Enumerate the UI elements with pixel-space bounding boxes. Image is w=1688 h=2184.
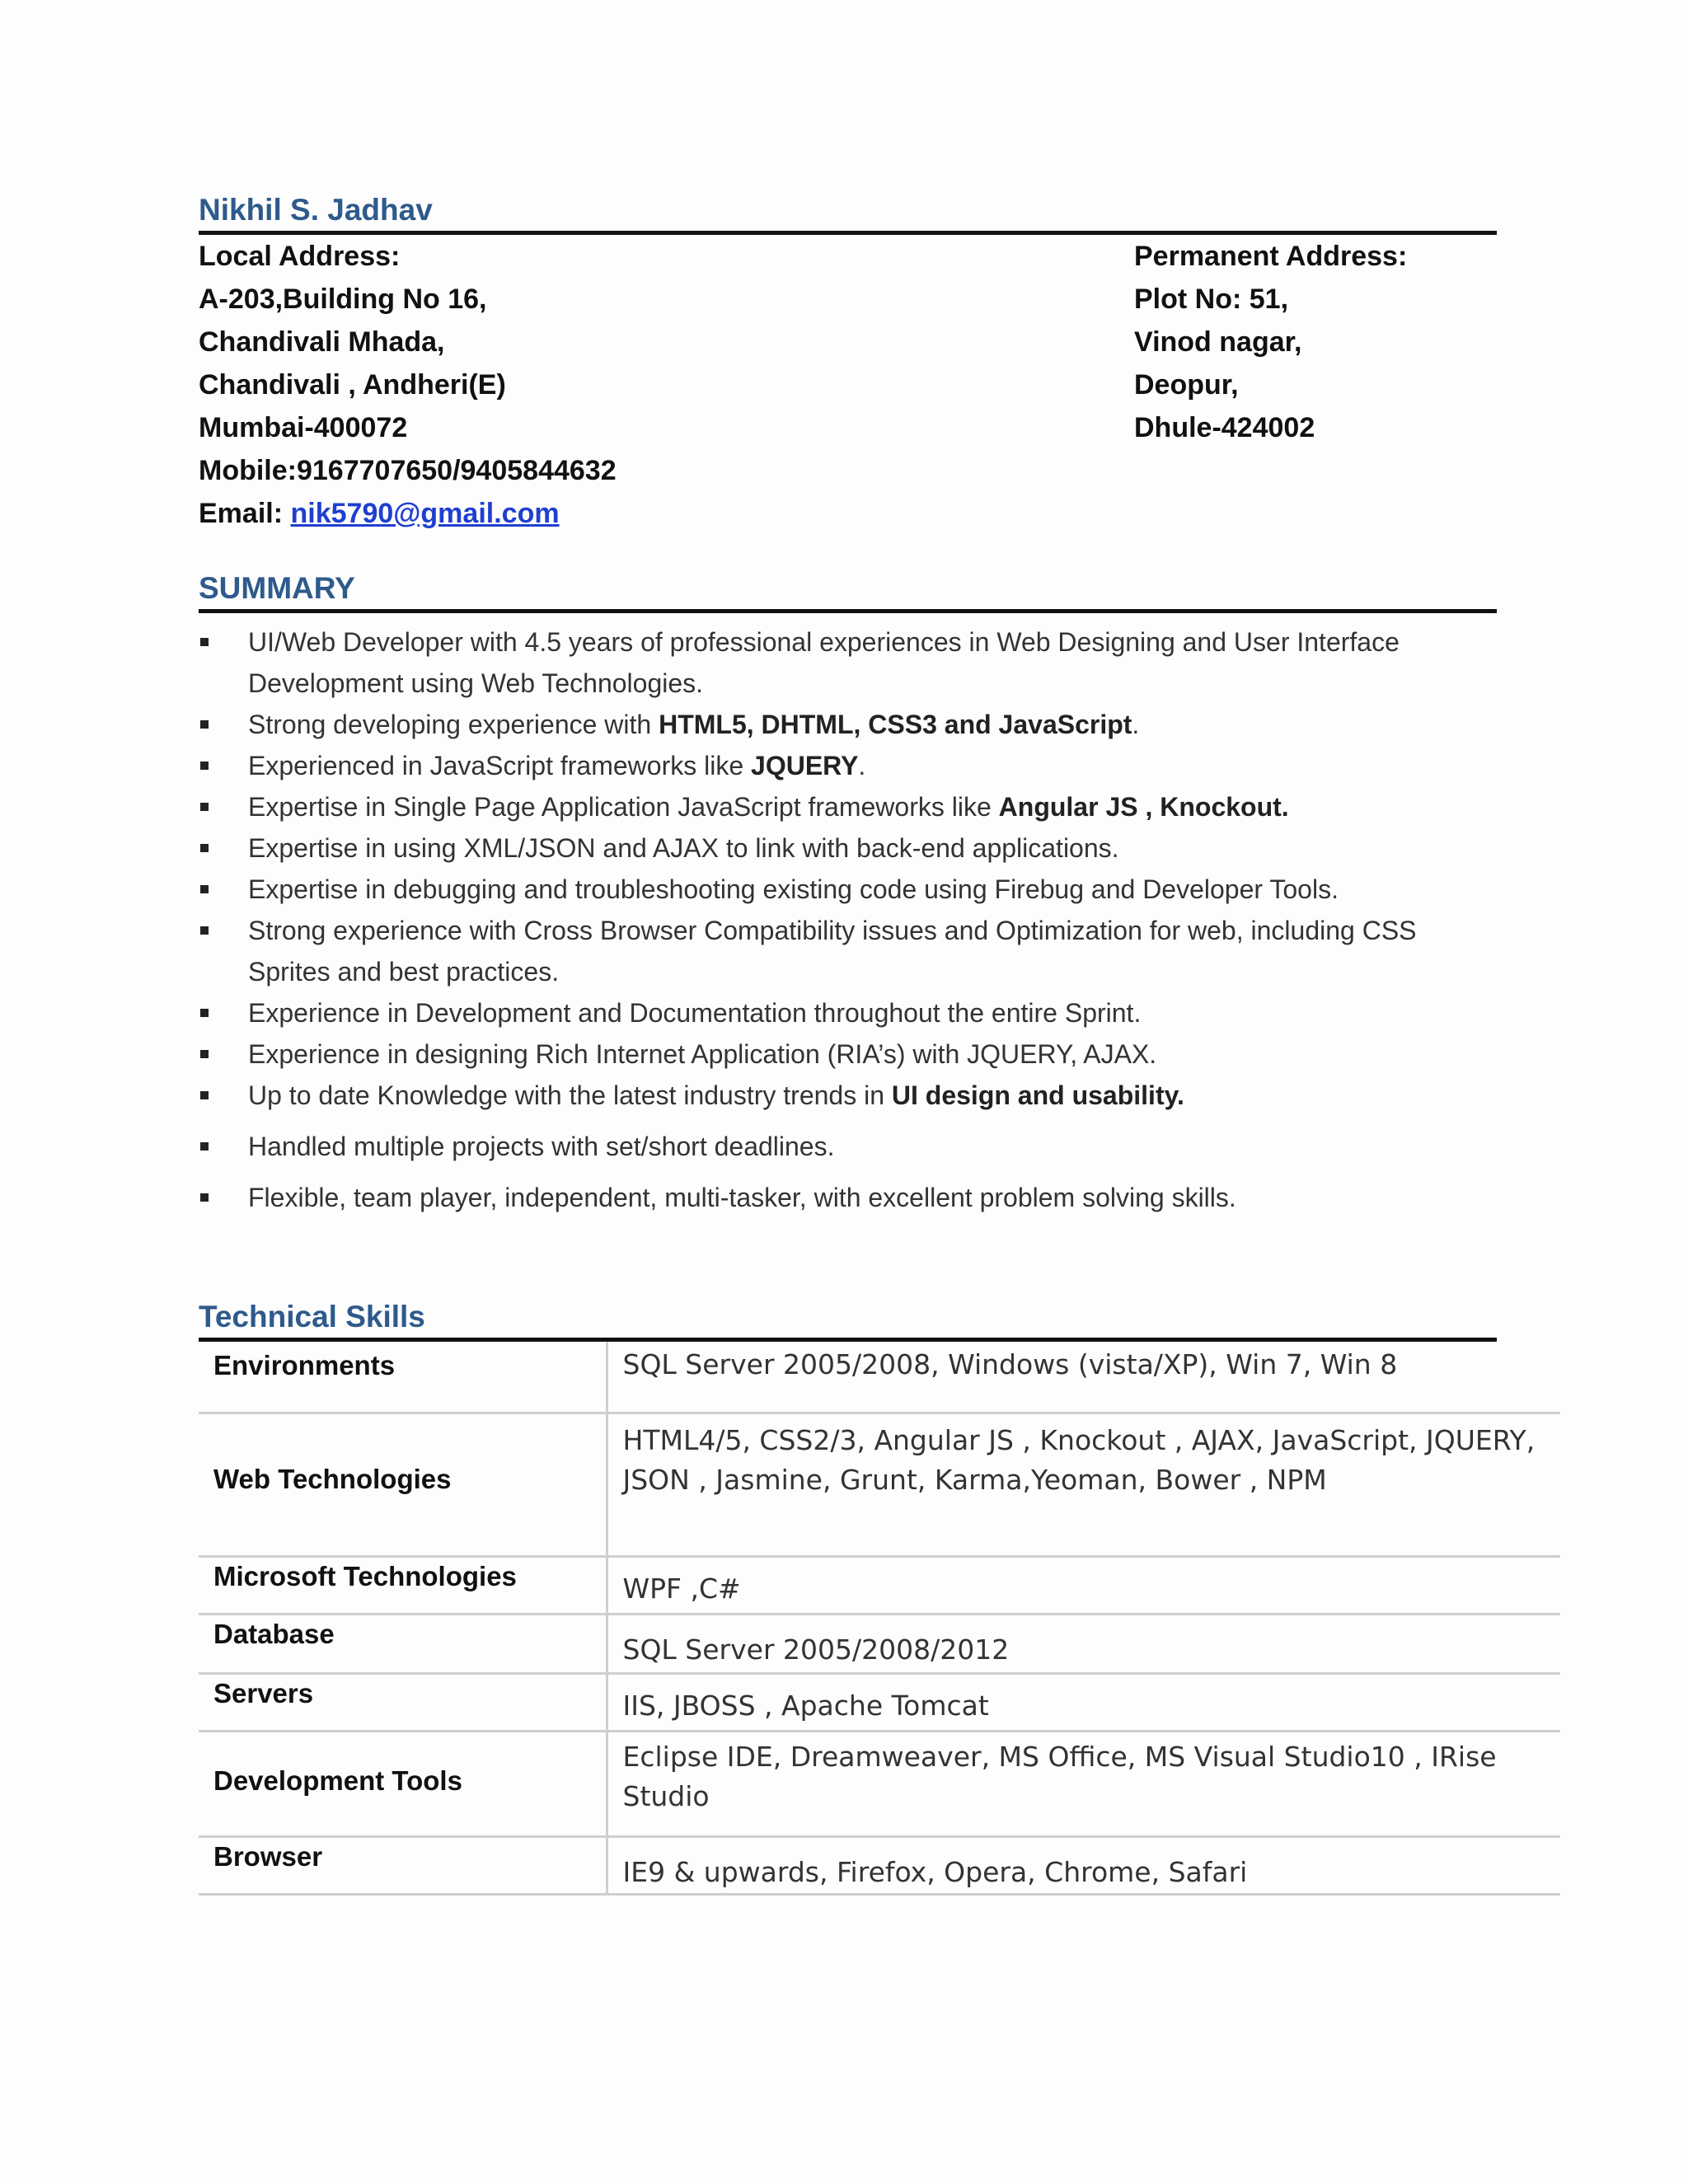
bullet-icon xyxy=(200,1142,209,1151)
email-label: Email: xyxy=(199,498,284,529)
local-address xyxy=(199,235,506,449)
skills-row-label: Database xyxy=(199,1614,607,1673)
skills-row-label: Environments xyxy=(199,1342,607,1413)
skills-row-label: Development Tools xyxy=(199,1731,607,1836)
bullet-icon xyxy=(200,1091,209,1099)
summary-item-text: Handled multiple projects with set/short deadlines. xyxy=(248,1132,835,1161)
summary-item xyxy=(199,1075,1501,1116)
skills-title: Technical Skills xyxy=(199,1300,425,1333)
skills-row-value: SQL Server 2005/2008, Windows (vista/XP), Win 7, Win 8 xyxy=(607,1342,1560,1413)
summary-item-text: Flexible, team player, independent, multi-tasker, with excellent problem solving skills. xyxy=(248,1183,1236,1212)
summary-item-bold-text: Angular JS , Knockout. xyxy=(998,792,1289,822)
summary-item-bold-text: UI design and usability. xyxy=(891,1080,1184,1110)
summary-item-text: Expertise in using XML/JSON and AJAX to link with back-end applications. xyxy=(248,833,1119,863)
skills-row xyxy=(199,1731,1560,1836)
summary-item xyxy=(199,745,1501,786)
summary-item-text: Up to date Knowledge with the latest industry trends in xyxy=(248,1080,892,1110)
bullet-icon xyxy=(200,638,209,646)
skills-row xyxy=(199,1556,1560,1614)
permanent-address-line: Plot No: 51, xyxy=(1134,284,1289,315)
permanent-address-line: Dhule-424002 xyxy=(1134,412,1315,443)
bullet-icon xyxy=(200,885,209,893)
skills-row xyxy=(199,1614,1560,1673)
summary-item xyxy=(199,704,1501,745)
summary-item xyxy=(199,1033,1501,1075)
summary-rule xyxy=(199,609,1497,613)
skills-row xyxy=(199,1673,1560,1731)
mobile-value: 9167707650/9405844632 xyxy=(296,455,617,486)
summary-title: SUMMARY xyxy=(199,571,355,605)
bullet-icon xyxy=(200,762,209,770)
summary-item-text: . xyxy=(858,751,866,780)
summary-item-text: Expertise in Single Page Application JavaScript frameworks like xyxy=(248,792,999,822)
skills-row-value: Eclipse IDE, Dreamweaver, MS Office, MS Visual Studio10 , IRise Studio xyxy=(607,1731,1560,1836)
summary-item-text: Experience in Development and Documentation throughout the entire Sprint. xyxy=(248,998,1142,1028)
skills-row xyxy=(199,1342,1560,1413)
summary-item-text: Expertise in debugging and troubleshooting existing code using Firebug and Developer Tools. xyxy=(248,874,1339,904)
skills-row-label: Browser xyxy=(199,1836,607,1894)
summary-item xyxy=(199,869,1501,910)
permanent-address-line: Deopur, xyxy=(1134,369,1239,401)
summary-item-text: Strong experience with Cross Browser Compatibility issues and Optimization for web, including CSS Sprites and best practices. xyxy=(248,916,1417,987)
summary-item xyxy=(199,1126,1501,1167)
summary-item xyxy=(199,910,1501,992)
skills-row-label: Servers xyxy=(199,1673,607,1731)
summary-item xyxy=(199,992,1501,1033)
skills-row xyxy=(199,1836,1560,1894)
mobile-line xyxy=(199,449,1497,492)
bullet-icon xyxy=(200,844,209,852)
email-link[interactable]: nik5790@gmail.com xyxy=(290,498,560,529)
local-address-line: Chandivali , Andheri(E) xyxy=(199,369,506,401)
local-address-label: Local Address: xyxy=(199,241,401,272)
summary-item xyxy=(199,786,1501,827)
address-block xyxy=(199,235,1497,449)
skills-row-label: Microsoft Technologies xyxy=(199,1556,607,1614)
candidate-name: Nikhil S. Jadhav xyxy=(199,193,433,227)
mobile-label: Mobile: xyxy=(199,455,297,486)
bullet-icon xyxy=(200,803,209,811)
resume-page xyxy=(199,190,1536,1896)
summary-item xyxy=(199,621,1501,704)
local-address-line: Chandivali Mhada, xyxy=(199,326,445,358)
skills-table xyxy=(199,1342,1560,1896)
summary-item-text: Experienced in JavaScript frameworks like xyxy=(248,751,752,780)
local-address-line: Mumbai-400072 xyxy=(199,412,408,443)
skills-row-value: HTML4/5, CSS2/3, Angular JS , Knockout , AJAX, JavaScript, JQUERY, JSON , Jasmine, Grunt, Karma,Yeoman, Bower , NPM xyxy=(607,1413,1560,1556)
summary-item-bold-text: JQUERY xyxy=(751,751,859,780)
permanent-address-line: Vinod nagar, xyxy=(1134,326,1302,358)
skills-section xyxy=(199,1296,1536,1896)
skills-row-value: IE9 & upwards, Firefox, Opera, Chrome, Safari xyxy=(607,1836,1560,1894)
summary-item xyxy=(199,827,1501,869)
summary-item-text: Experience in designing Rich Internet Application (RIA’s) with JQUERY, AJAX. xyxy=(248,1039,1157,1069)
skills-row-value: IIS, JBOSS , Apache Tomcat xyxy=(607,1673,1560,1731)
bullet-icon xyxy=(200,1009,209,1017)
summary-item-text: . xyxy=(1132,710,1140,739)
bullet-icon xyxy=(200,1050,209,1058)
summary-list xyxy=(199,621,1497,1218)
bullet-icon xyxy=(200,720,209,729)
permanent-address xyxy=(1134,235,1497,449)
skills-row-value: WPF ,C# xyxy=(607,1556,1560,1614)
summary-section xyxy=(199,568,1497,1218)
permanent-address-label: Permanent Address: xyxy=(1134,241,1408,272)
summary-item-bold-text: HTML5, DHTML, CSS3 and JavaScript xyxy=(659,710,1132,739)
skills-row xyxy=(199,1413,1560,1556)
summary-item-text: Strong developing experience with xyxy=(248,710,659,739)
bullet-icon xyxy=(200,926,209,935)
summary-item xyxy=(199,1177,1501,1218)
summary-item-text: UI/Web Developer with 4.5 years of professional experiences in Web Designing and User Interface Development using Web Technologies. xyxy=(248,627,1400,698)
skills-row-label: Web Technologies xyxy=(199,1413,607,1556)
local-address-line: A-203,Building No 16, xyxy=(199,284,487,315)
bullet-icon xyxy=(200,1193,209,1202)
email-line xyxy=(199,492,1497,535)
skills-row-value: SQL Server 2005/2008/2012 xyxy=(607,1614,1560,1673)
